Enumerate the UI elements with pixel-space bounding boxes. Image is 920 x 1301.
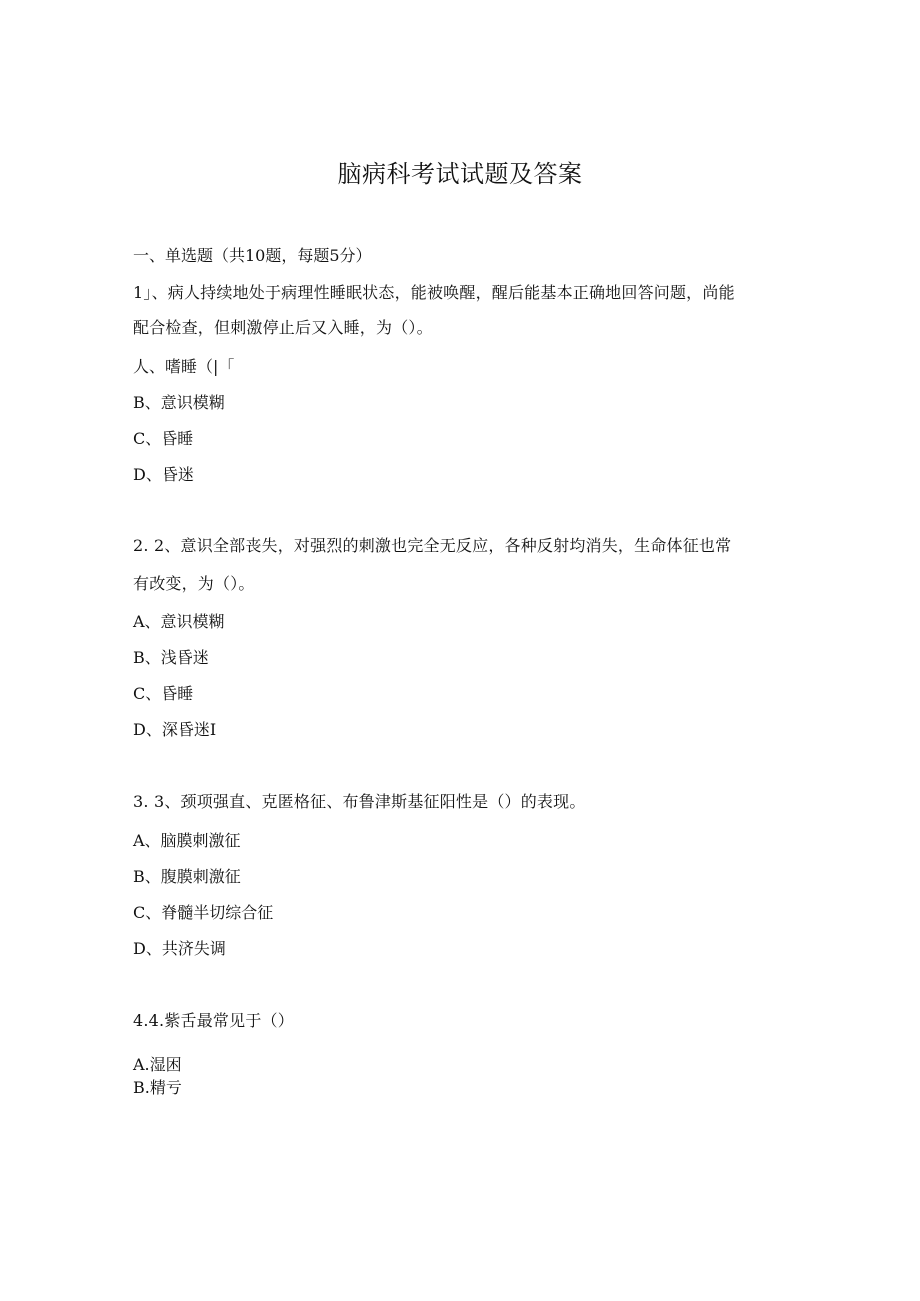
question-3-option-d: D、共济失调 bbox=[133, 939, 226, 958]
question-2-stem-line-2: 有改变，为（）。 bbox=[133, 574, 255, 593]
question-2-option-d: D、深昏迷I bbox=[133, 720, 217, 739]
question-1-stem-line-1: 1」、病人持续地处于病理性睡眠状态，能被唤醒，醒后能基本正确地回答问题，尚能 bbox=[133, 283, 735, 302]
question-2-option-a: A、意识模糊 bbox=[133, 612, 225, 631]
question-1-stem-line-2: 配合检查，但刺激停止后又入睡，为（）。 bbox=[133, 318, 433, 337]
question-3-stem-line-1: 3. 3、颈项强直、克匿格征、布鲁津斯基征阳性是（）的表现。 bbox=[133, 792, 586, 811]
question-1-option-c: C、昏睡 bbox=[133, 429, 194, 448]
question-4-option-a: A.湿困 bbox=[133, 1055, 182, 1074]
question-4-option-b: B.精亏 bbox=[133, 1078, 182, 1097]
question-1-option-a: 人、嗜睡（|「 bbox=[133, 357, 235, 376]
question-2-option-b: B、浅昏迷 bbox=[133, 648, 209, 667]
question-3-option-b: B、腹膜刺激征 bbox=[133, 867, 241, 886]
question-3-option-a: A、脑膜刺激征 bbox=[133, 831, 241, 850]
question-1-option-d: D、昏迷 bbox=[133, 465, 194, 484]
question-4-stem-line-1: 4.4.紫舌最常见于（） bbox=[133, 1011, 294, 1030]
question-1-option-b: B、意识模糊 bbox=[133, 393, 225, 412]
section-heading: 一、单选题（共10题，每题5分） bbox=[133, 246, 372, 265]
document-title: 脑病科考试试题及答案 bbox=[337, 160, 583, 188]
question-2-option-c: C、昏睡 bbox=[133, 684, 194, 703]
question-2-stem-line-1: 2. 2、意识全部丧失，对强烈的刺激也完全无反应，各种反射均消失，生命体征也常 bbox=[133, 536, 732, 555]
question-3-option-c: C、脊髓半切综合征 bbox=[133, 903, 274, 922]
